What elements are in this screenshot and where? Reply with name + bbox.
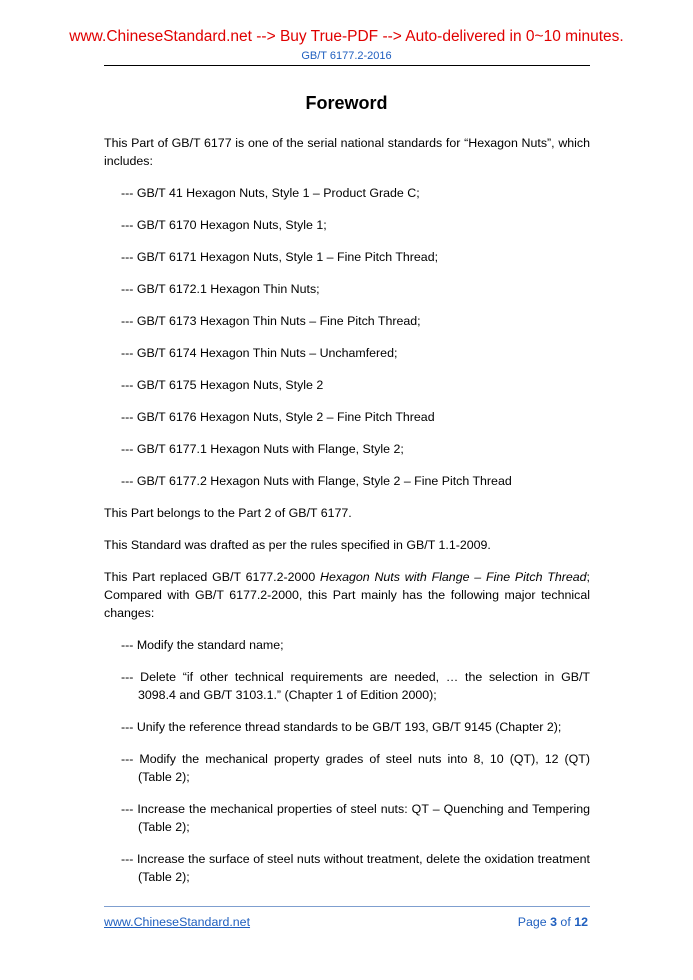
footer-divider xyxy=(104,906,590,907)
header-divider xyxy=(104,65,590,66)
change-item: --- Delete “if other technical requirements are needed, … the selection in GB/T 3098.4 and GB/T 3103.1.” (Chapter 1 of Edition 2000); xyxy=(121,670,590,702)
footer-website-link[interactable]: www.ChineseStandard.net xyxy=(104,915,251,929)
document-body xyxy=(104,134,590,900)
series-item: --- GB/T 6174 Hexagon Thin Nuts – Unchamfered; xyxy=(121,346,398,360)
page-total: 12 xyxy=(574,915,588,929)
series-item: --- GB/T 41 Hexagon Nuts, Style 1 – Product Grade C; xyxy=(121,186,420,200)
change-item: --- Unify the reference thread standards to be GB/T 193, GB/T 9145 (Chapter 2); xyxy=(121,720,562,734)
series-item: --- GB/T 6177.1 Hexagon Nuts with Flange, Style 2; xyxy=(121,442,404,456)
replaced-suffix: ; Compared with GB/T 6177.2-2000, this Part mainly has the following major technical changes: xyxy=(104,570,590,620)
replaced-prefix: This Part replaced GB/T 6177.2-2000 xyxy=(104,570,321,584)
header-banner[interactable]: www.ChineseStandard.net --> Buy True-PDF --> Auto-delivered in 0~10 minutes. xyxy=(69,28,624,45)
replaced-standard-title: Hexagon Nuts with Flange – Fine Pitch Thread xyxy=(320,570,587,584)
series-item: --- GB/T 6170 Hexagon Nuts, Style 1; xyxy=(121,218,327,232)
series-item: --- GB/T 6177.2 Hexagon Nuts with Flange, Style 2 – Fine Pitch Thread xyxy=(121,474,512,488)
change-item: --- Increase the mechanical properties of steel nuts: QT – Quenching and Tempering (Table 2); xyxy=(121,802,590,834)
series-item: --- GB/T 6176 Hexagon Nuts, Style 2 – Fine Pitch Thread xyxy=(121,410,435,424)
header-standard-code: GB/T 6177.2-2016 xyxy=(301,50,392,62)
drafted-paragraph: This Standard was drafted as per the rules specified in GB/T 1.1-2009. xyxy=(104,538,491,552)
change-item: --- Modify the mechanical property grades of steel nuts into 8, 10 (QT), 12 (QT) (Table 2); xyxy=(121,752,590,784)
intro-paragraph: This Part of GB/T 6177 is one of the serial national standards for “Hexagon Nuts”, which includes: xyxy=(104,136,590,168)
change-item: --- Increase the surface of steel nuts without treatment, delete the oxidation treatment (Table 2); xyxy=(121,852,590,884)
page-title: Foreword xyxy=(305,93,388,113)
series-item: --- GB/T 6171 Hexagon Nuts, Style 1 – Fine Pitch Thread; xyxy=(121,250,439,264)
page-label: Page xyxy=(517,915,551,929)
page-current: 3 xyxy=(550,915,557,929)
change-item: --- Modify the standard name; xyxy=(121,638,284,652)
series-item: --- GB/T 6173 Hexagon Thin Nuts – Fine Pitch Thread; xyxy=(121,314,421,328)
page-number xyxy=(518,915,588,929)
series-item: --- GB/T 6175 Hexagon Nuts, Style 2 xyxy=(121,378,324,392)
page-of: of xyxy=(556,915,575,929)
series-item: --- GB/T 6172.1 Hexagon Thin Nuts; xyxy=(121,282,320,296)
replaced-paragraph xyxy=(104,568,590,622)
part-belongs-paragraph: This Part belongs to the Part 2 of GB/T 6177. xyxy=(104,506,352,520)
